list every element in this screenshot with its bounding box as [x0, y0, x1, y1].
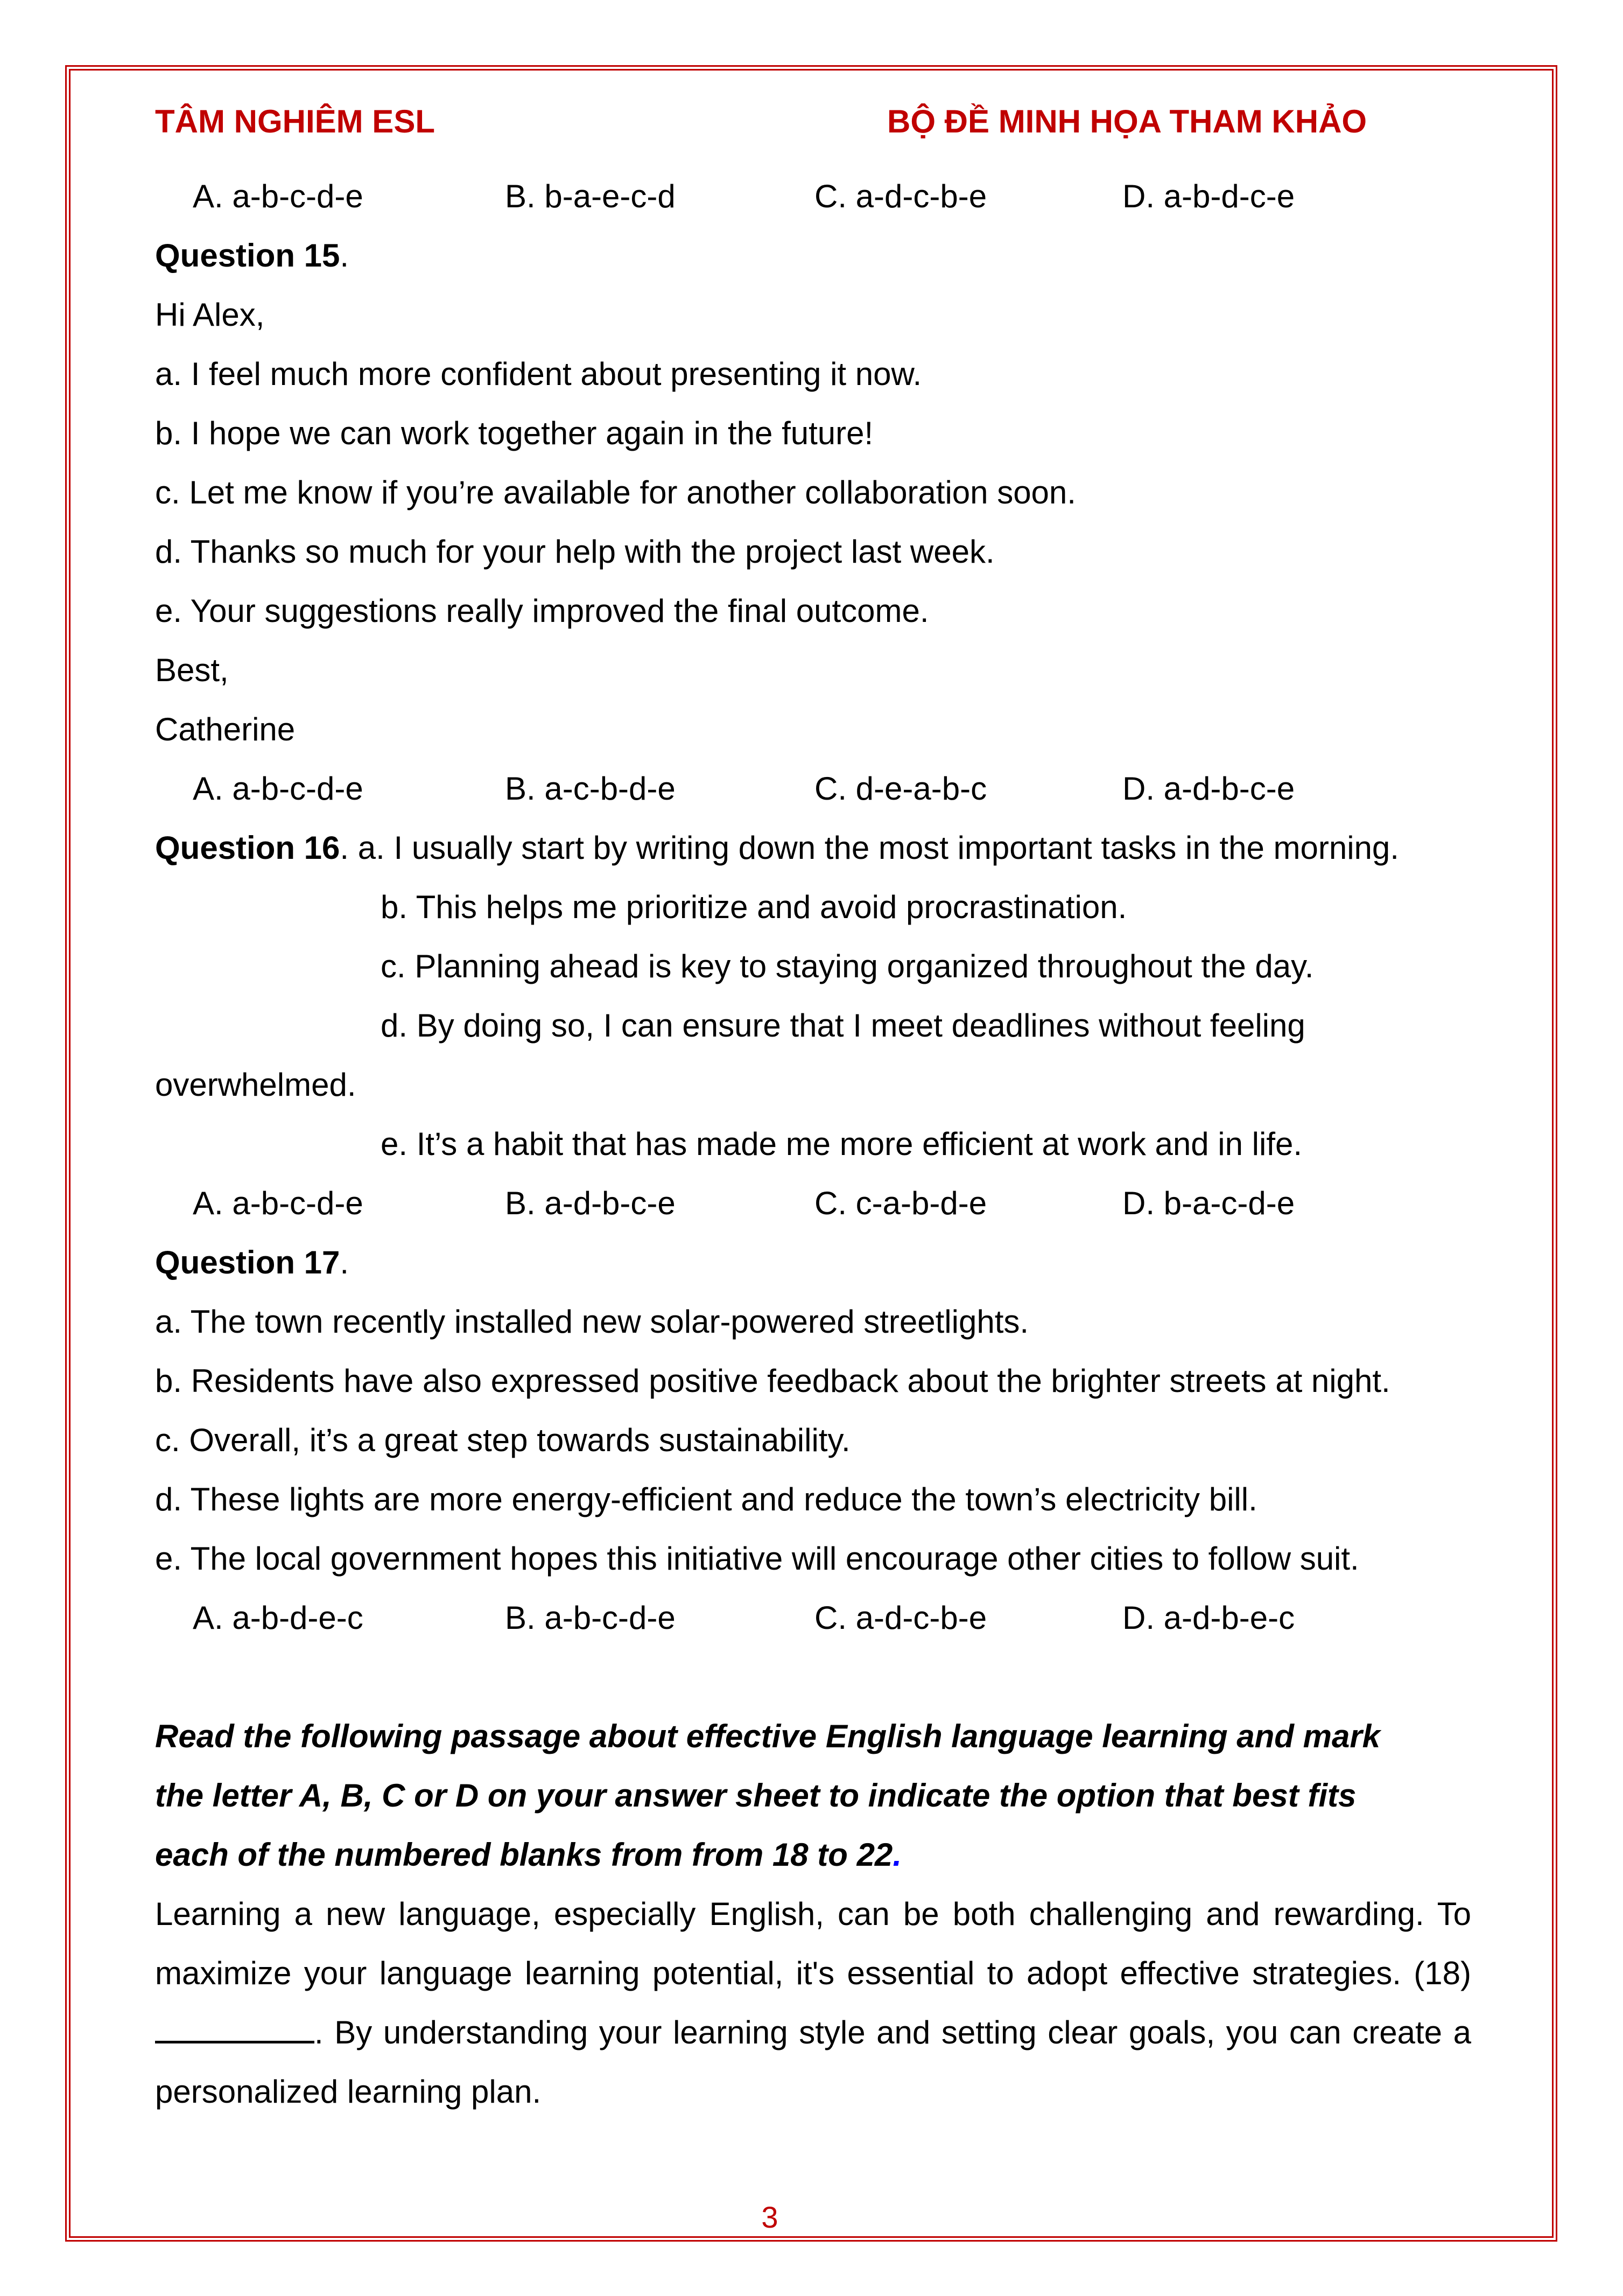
sentence-item: d. By doing so, I can ensure that I meet deadlines without feeling	[381, 1007, 1305, 1044]
sentence-item: d. Thanks so much for your help with the project last week.	[155, 534, 995, 570]
instruction-line: Read the following passage about effective English language learning and mark	[155, 1718, 1381, 1754]
sentence-item: e. Your suggestions really improved the final outcome.	[155, 593, 929, 629]
header-right-title: BỘ ĐỀ MINH HỌA THAM KHẢO	[887, 103, 1367, 139]
blank-18	[155, 2017, 314, 2043]
question-label: Question 16	[155, 830, 340, 866]
passage-line	[155, 2014, 1471, 2050]
instruction-line	[155, 1839, 1471, 1871]
passage-line: maximize your language learning potential, it's essential to adopt effective strategies. (18)	[155, 1955, 1471, 1991]
option-d: D. a-d-b-c-e	[1122, 771, 1295, 807]
instruction-period: .	[893, 1837, 902, 1873]
sentence-item: b. This helps me prioritize and avoid procrastination.	[381, 889, 1127, 925]
letter-greeting: Hi Alex,	[155, 297, 265, 333]
option-d: D. b-a-c-d-e	[1122, 1185, 1295, 1221]
sentence-item: c. Planning ahead is key to staying organized throughout the day.	[381, 948, 1314, 984]
instruction-line: the letter A, B, C or D on your answer sheet to indicate the option that best fits	[155, 1777, 1357, 1814]
sentence-item: b. Residents have also expressed positive feedback about the brighter streets at night.	[155, 1363, 1390, 1399]
option-a: A. a-b-c-d-e	[193, 178, 363, 214]
option-b: B. a-c-b-d-e	[505, 771, 676, 807]
option-d: D. a-d-b-e-c	[1122, 1600, 1295, 1636]
option-a: A. a-b-c-d-e	[193, 771, 363, 807]
sentence-item: d. These lights are more energy-efficient and reduce the town’s electricity bill.	[155, 1481, 1257, 1517]
header-left-title: TÂM NGHIÊM ESL	[155, 103, 435, 139]
letter-closing: Best,	[155, 652, 229, 688]
passage-text: . By understanding your learning style and setting clear goals, you can create a	[314, 2014, 1471, 2050]
passage-line: personalized learning plan.	[155, 2074, 542, 2110]
instruction-text: each of the numbered blanks from from 18 to 22	[155, 1837, 893, 1873]
option-a: A. a-b-c-d-e	[193, 1185, 363, 1221]
sentence-item: a. I feel much more confident about presenting it now.	[155, 356, 922, 392]
option-b: B. a-d-b-c-e	[505, 1185, 676, 1221]
sentence-item: b. I hope we can work together again in the future!	[155, 415, 874, 451]
sentence-item: e. It’s a habit that has made me more efficient at work and in life.	[381, 1126, 1303, 1162]
option-a: A. a-b-d-e-c	[193, 1600, 363, 1636]
question-label-suffix: .	[340, 830, 349, 866]
question-label: Question 15	[155, 237, 340, 274]
option-b: B. b-a-e-c-d	[505, 178, 676, 214]
page-number: 3	[761, 2200, 778, 2234]
option-d: D. a-b-d-c-e	[1122, 178, 1295, 214]
question-label-suffix: .	[340, 237, 349, 274]
question-label: Question 17	[155, 1244, 340, 1280]
sentence-item: c. Overall, it’s a great step towards sustainability.	[155, 1422, 851, 1458]
question-15-heading	[155, 237, 349, 274]
option-c: C. a-d-c-b-e	[814, 178, 987, 214]
question-label-suffix: .	[340, 1244, 349, 1280]
letter-signature: Catherine	[155, 711, 296, 747]
sentence-item: a. The town recently installed new solar-powered streetlights.	[155, 1304, 1029, 1340]
sentence-item: e. The local government hopes this initiative will encourage other cities to follow suit.	[155, 1541, 1359, 1577]
option-b: B. a-b-c-d-e	[505, 1600, 676, 1636]
option-c: C. c-a-b-d-e	[814, 1185, 987, 1221]
sentence-item: a. I usually start by writing down the most important tasks in the morning.	[349, 830, 1399, 866]
option-c: C. a-d-c-b-e	[814, 1600, 987, 1636]
sentence-item-wrap: overwhelmed.	[155, 1067, 356, 1103]
passage-line: Learning a new language, especially English, can be both challenging and rewarding. To	[155, 1896, 1471, 1932]
question-16-heading	[155, 832, 1399, 864]
sentence-item: c. Let me know if you’re available for another collaboration soon.	[155, 474, 1076, 510]
option-c: C. d-e-a-b-c	[814, 771, 987, 807]
question-17-heading	[155, 1244, 349, 1280]
